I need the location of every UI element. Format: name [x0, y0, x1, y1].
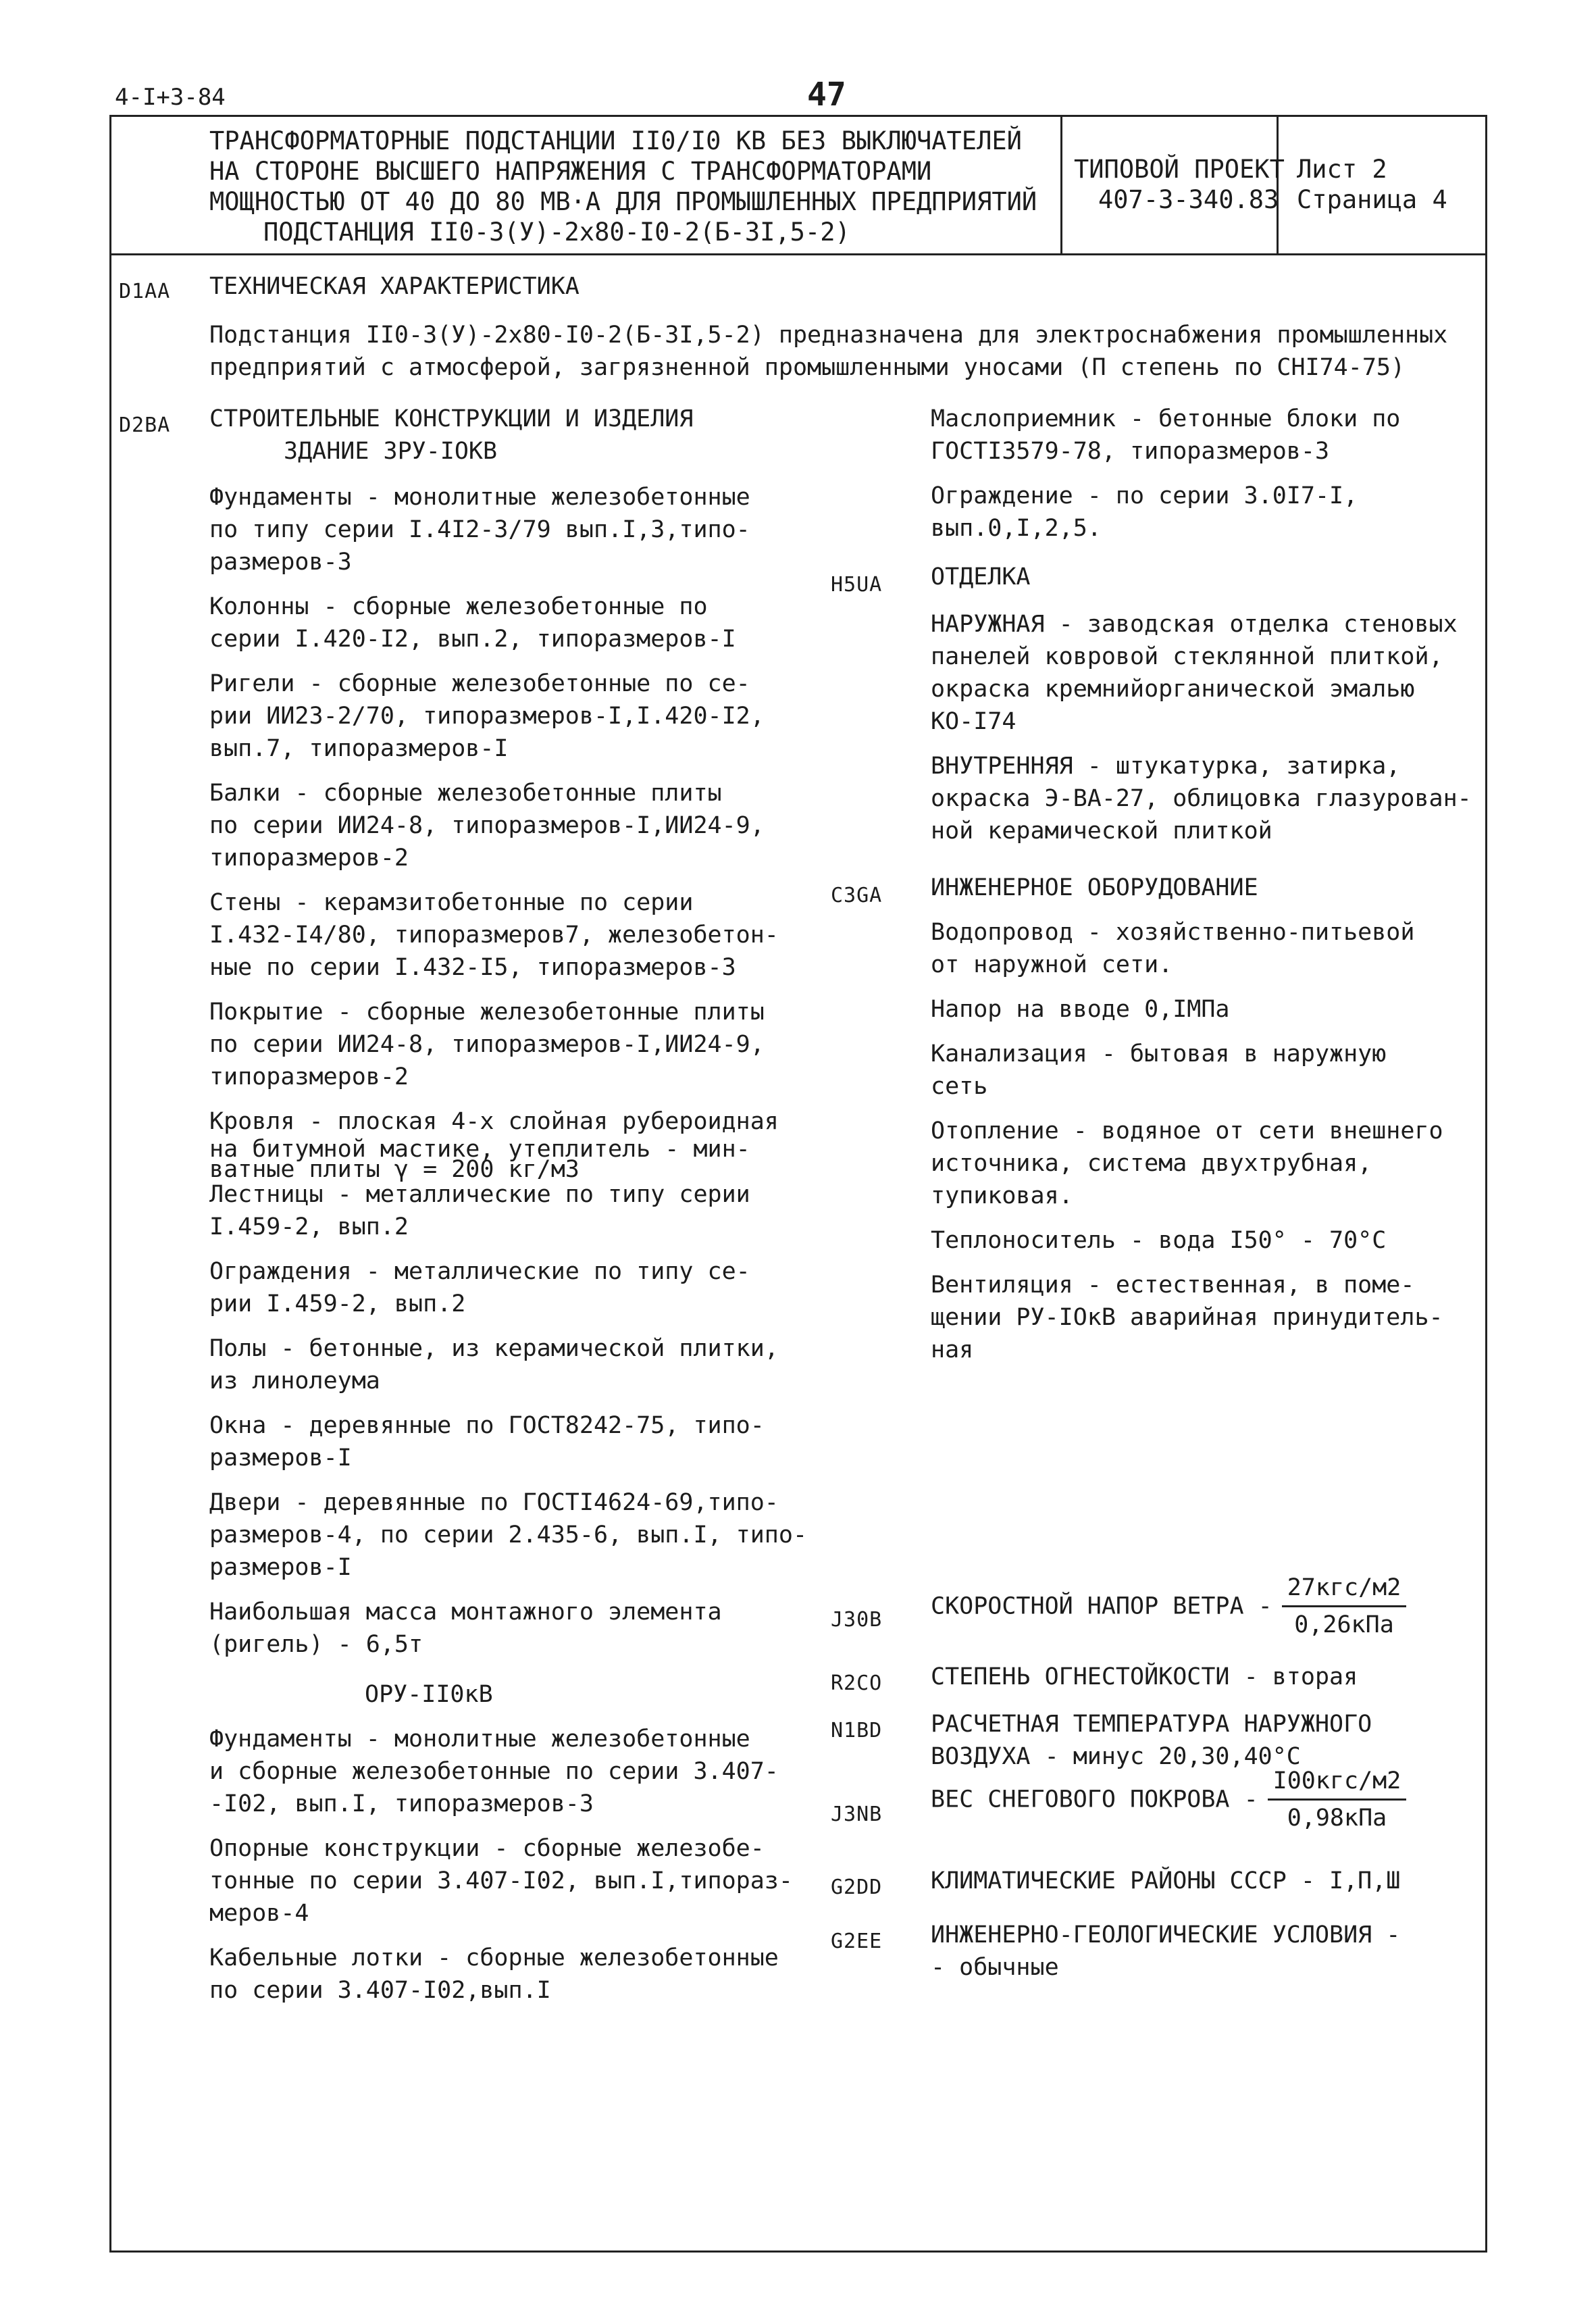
- intro-paragraph: [209, 319, 1447, 384]
- text-line: Опорные конструкции - сборные железобе-: [209, 1835, 765, 1862]
- text-line: Напор на вводе 0,IМПа: [931, 996, 1230, 1023]
- paragraph-girders: [209, 668, 807, 765]
- section-code: C3GA: [831, 884, 883, 907]
- text-line: вып.7, типоразмеров-I: [209, 735, 509, 762]
- text-line: по серии 3.407-I02,вып.I: [209, 1977, 551, 2004]
- paragraph-foundations: [209, 481, 807, 578]
- left-paragraphs: [209, 481, 807, 2007]
- paragraph-oru-cable-trays: [209, 1942, 807, 2007]
- paragraph-oru-foundations: [209, 1723, 807, 1820]
- paragraph-heating: [931, 1115, 1443, 1212]
- text-line: по серии ИИ24-8, типоразмеров-I,ИИ24-9,: [209, 812, 765, 839]
- text-line: источника, система двухтрубная,: [931, 1150, 1372, 1177]
- snow-numerator: I00кгс/м2: [1268, 1765, 1407, 1801]
- text-line: и сборные железобетонные по серии 3.407-: [209, 1758, 779, 1785]
- project-label: ТИПОВОЙ ПРОЕКТ: [1074, 155, 1285, 184]
- text-line: Лестницы - металлические по типу серии: [209, 1181, 750, 1208]
- paragraph-oru-supports: [209, 1832, 807, 1930]
- paragraph-fences: [209, 1255, 807, 1320]
- text-line: тупиковая.: [931, 1182, 1073, 1209]
- text-line: размеров-I: [209, 1444, 352, 1472]
- paragraph-doors: [209, 1486, 807, 1584]
- text-line: Колонны - сборные железобетонные по: [209, 593, 708, 620]
- section-heading-oru: ОРУ-II0кВ: [365, 1681, 493, 1708]
- title-divider-1: [1060, 115, 1062, 255]
- text-line: Наибольшая масса монтажного элемента: [209, 1599, 722, 1626]
- paragraph-sewerage: [931, 1038, 1443, 1103]
- wind-fraction: [1282, 1571, 1407, 1641]
- heading-line: СТРОИТЕЛЬНЫЕ КОНСТРУКЦИИ И ИЗДЕЛИЯ: [209, 405, 694, 432]
- text-line: Вентиляция - естественная, в поме-: [931, 1272, 1415, 1299]
- param-snow: [931, 1765, 1406, 1834]
- text-line: ГОСТI3579-78, типоразмеров-3: [931, 438, 1330, 465]
- paragraph-ventilation: [931, 1269, 1443, 1366]
- text-line: ВОЗДУХА - минус 20,30,40°С: [931, 1743, 1301, 1770]
- text-line: Маслоприемник - бетонные блоки по: [931, 405, 1401, 432]
- text-line: рии ИИ23-2/70, типоразмеров-I,I.420-I2,: [209, 703, 765, 730]
- sheet-cell: [1297, 154, 1447, 215]
- text-line: тонные по серии 3.407-I02, вып.I,типораз-: [209, 1867, 793, 1894]
- paragraph-walls: [209, 886, 807, 984]
- text-line: ИНЖЕНЕРНО-ГЕОЛОГИЧЕСКИЕ УСЛОВИЯ -: [931, 1921, 1401, 1948]
- text-line: на битумной мастике, утеплитель - мин-: [209, 1136, 750, 1163]
- text-line: Ограждения - металлические по типу се-: [209, 1258, 750, 1285]
- text-line: Фундаменты - монолитные железобетонные: [209, 1726, 750, 1753]
- paragraph-floors: [209, 1332, 807, 1397]
- param-code: G2EE: [831, 1930, 883, 1953]
- param-outdoor-temperature: [931, 1708, 1372, 1773]
- text-line: окраска кремнийорганической эмалью: [931, 676, 1415, 703]
- text-line: Водопровод - хозяйственно-питьевой: [931, 919, 1415, 946]
- paragraph-oil-receiver: [931, 403, 1400, 468]
- heading-line: ЗДАНИЕ ЗРУ-IОКВ: [284, 438, 498, 465]
- param-climate: КЛИМАТИЧЕСКИЕ РАЙОНЫ СССР - I,П,Ш: [931, 1867, 1401, 1894]
- text-line: Канализация - бытовая в наружную: [931, 1040, 1387, 1067]
- section-code: D1AA: [119, 280, 171, 303]
- text-line: размеров-3: [209, 549, 352, 576]
- engineering-paragraphs: [931, 916, 1443, 1366]
- text-line: ные по серии I.432-I5, типоразмеров-3: [209, 954, 736, 981]
- text-line: вып.0,I,2,5.: [931, 515, 1102, 542]
- text-line: Полы - бетонные, из керамической плитки,: [209, 1335, 779, 1362]
- text-line: Покрытие - сборные железобетонные плиты: [209, 999, 765, 1026]
- param-wind: [931, 1571, 1406, 1641]
- paragraph-exterior: [931, 608, 1472, 738]
- page-number: 47: [807, 76, 846, 114]
- right-top-paragraphs: [931, 403, 1400, 545]
- text-line: Подстанция II0-3(У)-2х80-I0-2(Б-3I,5-2) предназначена для электроснабжения промышленных: [209, 322, 1448, 349]
- paragraph-beams: [209, 777, 807, 874]
- project-number: 407-3-340.83: [1098, 185, 1279, 214]
- text-line: типоразмеров-2: [209, 845, 409, 872]
- text-line: КО-I74: [931, 708, 1016, 735]
- text-line: (ригель) - 6,5т: [209, 1631, 423, 1658]
- text-line: из линолеума: [209, 1367, 380, 1394]
- text-line: Фундаменты - монолитные железобетонные: [209, 484, 750, 511]
- paragraph-heat-carrier: [931, 1224, 1443, 1257]
- section-code: D2BA: [119, 413, 171, 437]
- paragraph-roofing: [209, 1105, 807, 1183]
- text-line: Ограждение - по серии 3.0I7-I,: [931, 482, 1358, 509]
- wind-denominator: 0,26кПа: [1294, 1611, 1394, 1638]
- text-line: - обычные: [931, 1954, 1059, 1981]
- text-line: ной керамической плиткой: [931, 818, 1272, 845]
- text-line: типоразмеров-2: [209, 1063, 409, 1090]
- text-line: Кабельные лотки - сборные железобетонные: [209, 1944, 779, 1971]
- text-line: серии I.420-I2, вып.2, типоразмеров-I: [209, 626, 736, 653]
- param-geology: [931, 1919, 1400, 1984]
- paragraph-roof-slabs: [209, 996, 807, 1093]
- paragraph-stairs: [209, 1178, 807, 1243]
- snow-denominator: 0,98кПа: [1287, 1805, 1387, 1832]
- paragraph-interior: [931, 750, 1472, 847]
- text-line: Отопление - водяное от сети внешнего: [931, 1117, 1443, 1145]
- param-code: J30B: [831, 1608, 883, 1632]
- wind-label: СКОРОСТНОЙ НАПОР ВЕТРА -: [931, 1592, 1272, 1620]
- text-line: размеров-I: [209, 1554, 352, 1581]
- param-fire-resistance: СТЕПЕНЬ ОГНЕСТОЙКОСТИ - вторая: [931, 1663, 1358, 1690]
- param-code: G2DD: [831, 1876, 883, 1899]
- paragraph-columns: [209, 590, 807, 655]
- text-line: предприятий с атмосферой, загрязненной промышленными уносами (П степень по СНI74-75): [209, 354, 1406, 381]
- text-line: -I02, вып.I, типоразмеров-3: [209, 1790, 594, 1817]
- text-line: Стены - керамзитобетонные по серии: [209, 889, 694, 916]
- param-code: J3NB: [831, 1803, 883, 1826]
- section-heading-construction: [209, 403, 693, 468]
- text-line: размеров-4, по серии 2.435-6, вып.I, типо-: [209, 1521, 808, 1549]
- param-code: R2CO: [831, 1671, 883, 1695]
- param-code: N1BD: [831, 1719, 883, 1742]
- text-line: Ригели - сборные железобетонные по се-: [209, 670, 750, 697]
- title-text: [209, 126, 1037, 247]
- text-line: Двери - деревянные по ГОСТI4624-69,типо-: [209, 1489, 779, 1516]
- text-line: Кровля - плоская 4-х слойная рубероидная: [209, 1108, 779, 1135]
- title-line: ТРАНСФОРМАТОРНЫЕ ПОДСТАНЦИИ II0/I0 КВ БЕЗ ВЫКЛЮЧАТЕЛЕЙ: [209, 126, 1022, 155]
- wind-numerator: 27кгс/м2: [1282, 1571, 1407, 1607]
- finish-paragraphs: [931, 608, 1472, 847]
- project-cell: [1074, 154, 1285, 215]
- paragraph-water-supply: [931, 916, 1443, 981]
- paragraph-fence: [931, 480, 1400, 545]
- text-line: ная: [931, 1336, 974, 1363]
- title-line: НА СТОРОНЕ ВЫСШЕГО НАПРЯЖЕНИЯ С ТРАНСФОРМАТОРАМИ: [209, 157, 932, 186]
- text-line: РАСЧЕТНАЯ ТЕМПЕРАТУРА НАРУЖНОГО: [931, 1711, 1372, 1738]
- section-heading-engineering: ИНЖЕНЕРНОЕ ОБОРУДОВАНИЕ: [931, 874, 1258, 901]
- page-label: Страница 4: [1297, 185, 1447, 214]
- text-line: НАРУЖНАЯ - заводская отделка стеновых: [931, 611, 1458, 638]
- text-line: щении РУ-IОкВ аварийная принудитель-: [931, 1304, 1443, 1331]
- paragraph-inlet-pressure: [931, 993, 1443, 1026]
- sheet-number: Лист 2: [1297, 155, 1387, 184]
- text-line: Теплоноситель - вода I50° - 70°С: [931, 1227, 1387, 1254]
- paragraph-max-mass: [209, 1596, 807, 1661]
- text-line: ВНУТРЕННЯЯ - штукатурка, затирка,: [931, 753, 1401, 780]
- text-line: от наружной сети.: [931, 951, 1173, 978]
- text-line: Окна - деревянные по ГОСТ8242-75, типо-: [209, 1412, 765, 1439]
- doc-code: 4-I+3-84: [115, 84, 226, 111]
- section-heading-finish: ОТДЕЛКА: [931, 563, 1031, 590]
- text-line: рии I.459-2, вып.2: [209, 1290, 466, 1317]
- text-line: по серии ИИ24-8, типоразмеров-I,ИИ24-9,: [209, 1031, 765, 1058]
- snow-label: ВЕС СНЕГОВОГО ПОКРОВА -: [931, 1786, 1258, 1813]
- text-line: панелей ковровой стеклянной плиткой,: [931, 643, 1443, 670]
- text-line: меров-4: [209, 1900, 309, 1927]
- section-code: H5UA: [831, 573, 883, 597]
- paragraph-windows: [209, 1409, 807, 1474]
- text-line: I.432-I4/80, типоразмеров7, железобетон-: [209, 922, 779, 949]
- text-line: I.459-2, вып.2: [209, 1213, 409, 1240]
- text-line: Балки - сборные железобетонные плиты: [209, 780, 722, 807]
- text-line: ватные плиты γ = 200 кг/м3: [209, 1156, 580, 1183]
- text-line: по типу серии I.4I2-3/79 вып.I,3,типо-: [209, 516, 750, 543]
- title-line: МОЩНОСТЬЮ ОТ 40 ДО 80 МВ·А ДЛЯ ПРОМЫШЛЕННЫХ ПРЕДПРИЯТИЙ: [209, 187, 1037, 216]
- snow-fraction: [1268, 1765, 1407, 1834]
- title-line: ПОДСТАНЦИЯ II0-3(У)-2х80-I0-2(Б-3I,5-2): [263, 218, 850, 247]
- text-line: сеть: [931, 1073, 988, 1100]
- section-heading-tech: ТЕХНИЧЕСКАЯ ХАРАКТЕРИСТИКА: [209, 273, 580, 300]
- text-line: окраска Э-ВА-27, облицовка глазурован-: [931, 785, 1472, 812]
